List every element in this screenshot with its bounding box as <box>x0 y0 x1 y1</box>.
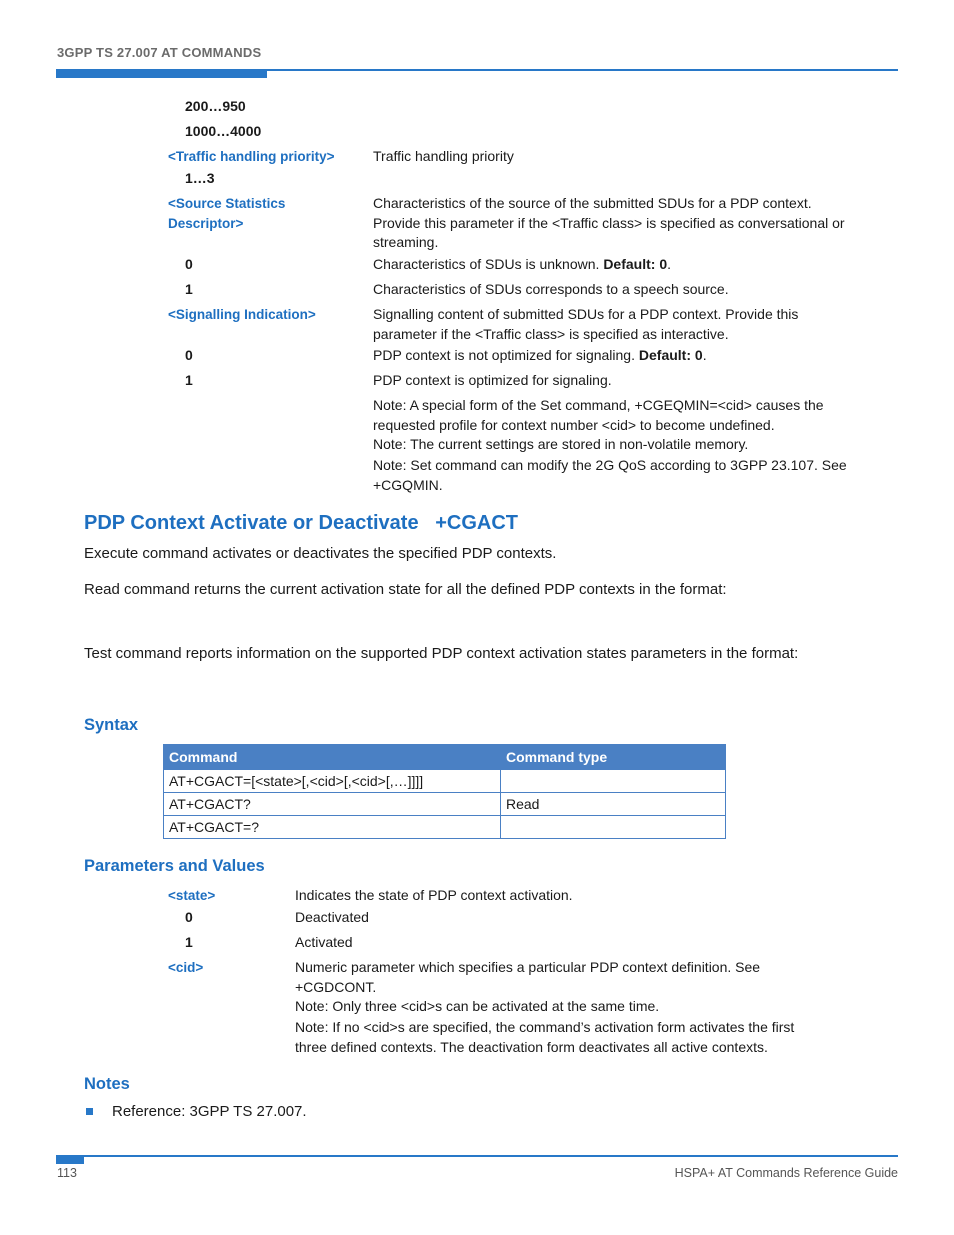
desc-line: +CGDCONT. <box>295 978 377 995</box>
page-number: 113 <box>57 1166 77 1180</box>
value-range: 1000…4000 <box>185 123 262 139</box>
note-line: Note: Set command can modify the 2G QoS according to 3GPP 23.107. See <box>373 457 847 473</box>
value-description: Deactivated <box>295 909 369 925</box>
value-code: 1 <box>185 934 193 950</box>
value-code: 0 <box>185 347 193 363</box>
command-type-cell: Read <box>501 793 726 816</box>
desc-line: parameter if the <Traffic class> is specified as interactive. <box>373 325 729 342</box>
table-row <box>164 793 726 816</box>
body-paragraph: Execute command activates or deactivates the specified PDP contexts. <box>84 545 557 562</box>
footer-title: HSPA+ AT Commands Reference Guide <box>674 1166 898 1180</box>
default-value: Default: 0 <box>603 256 668 272</box>
desc-line: streaming. <box>373 234 439 250</box>
command-cell: AT+CGACT=[<state>[,<cid>[,<cid>[,…]]]] <box>164 770 501 793</box>
value-code: 0 <box>185 256 193 272</box>
default-value: Default: 0 <box>638 347 703 363</box>
section-title: PDP Context Activate or Deactivate +CGACT <box>84 512 519 534</box>
note-line: requested profile for context number <cid> to become undefined. <box>373 416 775 433</box>
value-range: 200…950 <box>185 98 246 114</box>
param-description <box>373 305 798 344</box>
param-description: Traffic handling priority <box>373 148 514 164</box>
param-name-line: Descriptor> <box>168 215 244 231</box>
syntax-table <box>163 744 726 839</box>
value-code: 1 <box>185 281 193 297</box>
notes-heading: Notes <box>84 1075 130 1093</box>
running-header: 3GPP TS 27.007 AT COMMANDS <box>57 45 262 60</box>
value-description: Characteristics of SDUs is unknown. Default: 0. <box>373 256 671 272</box>
note: Note: The current settings are stored in non-volatile memory. <box>373 436 749 452</box>
parameters-heading: Parameters and Values <box>84 857 265 875</box>
param-description <box>295 958 760 997</box>
column-header: Command <box>164 745 501 770</box>
value-range: 1…3 <box>185 170 215 186</box>
note-line: Note: If no <cid>s are specified, the command’s activation form activates the first <box>295 1019 795 1035</box>
note <box>295 1018 794 1057</box>
desc-text: PDP context is not optimized for signaling. <box>373 347 639 363</box>
note <box>373 396 824 435</box>
param-cid: <cid> <box>168 960 204 975</box>
command-cell: AT+CGACT=? <box>164 816 501 839</box>
note <box>373 456 847 495</box>
value-code: 1 <box>185 372 193 388</box>
bullet-icon <box>86 1108 93 1115</box>
param-description: Indicates the state of PDP context activation. <box>295 887 573 903</box>
value-description: Characteristics of SDUs corresponds to a speech source. <box>373 281 729 297</box>
table-row <box>164 816 726 839</box>
desc-line: Provide this parameter if the <Traffic class> is specified as conversational or <box>373 214 845 231</box>
param-state: <state> <box>168 888 216 903</box>
table-header-row <box>164 745 726 770</box>
value-description: PDP context is not optimized for signaling. Default: 0. <box>373 347 707 363</box>
value-description: PDP context is optimized for signaling. <box>373 372 612 388</box>
command-type-cell <box>501 770 726 793</box>
syntax-heading: Syntax <box>84 716 139 734</box>
note-line: +CGQMIN. <box>373 476 443 493</box>
note-line: Note: A special form of the Set command, +CGEQMIN=<cid> causes the <box>373 397 824 413</box>
param-source-statistics-descriptor <box>168 194 285 233</box>
param-description <box>373 194 845 253</box>
footer-accent-bar <box>56 1155 84 1164</box>
command-cell: AT+CGACT? <box>164 793 501 816</box>
column-header: Command type <box>501 745 726 770</box>
desc-line: Characteristics of the source of the submitted SDUs for a PDP context. <box>373 195 812 211</box>
desc-text: Characteristics of SDUs is unknown. <box>373 256 604 272</box>
note: Note: Only three <cid>s can be activated at the same time. <box>295 998 660 1014</box>
value-code: 0 <box>185 909 193 925</box>
desc-line: Signalling content of submitted SDUs for a PDP context. Provide this <box>373 306 799 322</box>
desc-line: Numeric parameter which specifies a particular PDP context definition. See <box>295 959 761 975</box>
body-paragraph: Test command reports information on the supported PDP context activation states parameters in the format: <box>84 645 799 662</box>
value-description: Activated <box>295 934 353 950</box>
param-traffic-handling-priority: <Traffic handling priority> <box>168 149 335 164</box>
table-row <box>164 770 726 793</box>
param-signalling-indication: <Signalling Indication> <box>168 307 316 322</box>
header-accent-bar <box>56 69 267 78</box>
list-item: Reference: 3GPP TS 27.007. <box>112 1103 307 1120</box>
command-type-cell <box>501 816 726 839</box>
param-name-line: <Source Statistics <box>168 196 286 211</box>
body-paragraph: Read command returns the current activation state for all the defined PDP contexts in the format: <box>84 581 727 598</box>
note-line: three defined contexts. The deactivation form deactivates all active contexts. <box>295 1038 768 1055</box>
footer-rule <box>56 1155 898 1157</box>
